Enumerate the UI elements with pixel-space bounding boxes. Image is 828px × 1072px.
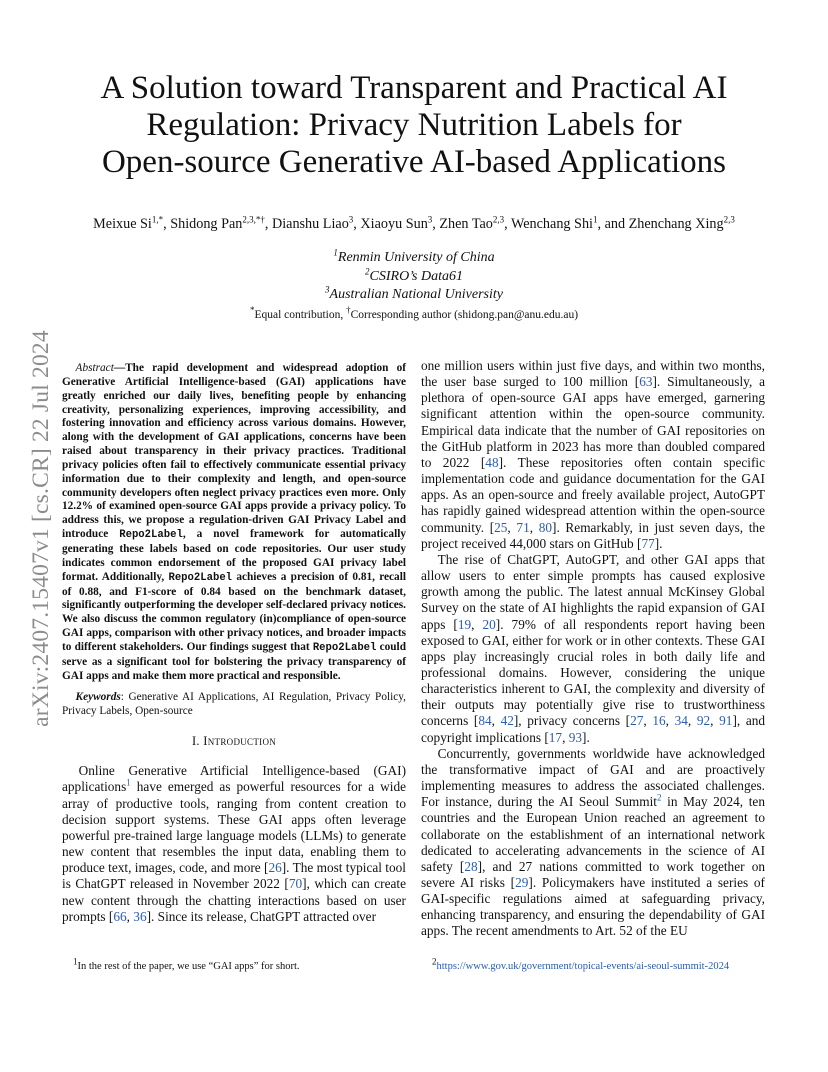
footnote-text: In the rest of the paper, we use “GAI apps” for short.: [77, 961, 300, 972]
affiliation-mark: 3: [325, 284, 330, 295]
author-name: Xiaoyu Sun: [360, 216, 428, 232]
author-name: Zhen Tao: [439, 216, 493, 232]
citation-link[interactable]: 71: [516, 519, 530, 535]
affiliation: [140, 286, 688, 305]
title-line: Open-source Generative AI-based Applications: [101, 144, 727, 180]
arxiv-identifier: arXiv:2407.15407v1 [cs.CR] 22 Jul 2024: [27, 329, 54, 727]
tool-name: Repo2Label: [312, 641, 377, 654]
affiliation-name: CSIRO’s Data61: [369, 268, 463, 284]
author-affiliation-mark: 2,3: [492, 214, 505, 225]
author-name: Meixue Si: [93, 216, 152, 232]
footnote-link[interactable]: 1: [126, 777, 131, 788]
title-line: Regulation: Privacy Nutrition Labels for: [146, 107, 682, 143]
author-affiliation-mark: 2,3: [723, 214, 735, 225]
citation-link[interactable]: 34: [674, 713, 688, 729]
citation-link[interactable]: 28: [464, 858, 478, 874]
footnote: [432, 956, 730, 972]
affiliation-name: Renmin University of China: [337, 250, 495, 265]
intro-paragraph: one million users within just five days, and within two months, the user base surged to 100 million [63]. Simultaneously, a plethora of open-source GAI apps have emerged, garnering significant attention within the open-source community. Empirical data indicate that the number of GAI repositories on the GitHub platform in 2023 has more than doubled compared to 2022 [48]. These repositories often contain specific implementation code and guidance documentation for the GAI apps. As an open-source and freely available project, AutoGPT has rapidly gained widespread attention within the open-source community. [25, 71, 80]. Remarkably, in just seven days, the project received 44,000 stars on GitHub [77].: [421, 358, 765, 551]
affiliation-mark: 1: [333, 247, 338, 258]
intro-paragraph: Online Generative Artificial Intelligence-based (GAI) applications$^1$ have emerged as powerful resources for a wide array of productive tools, ranging from content creation to decision support systems. These GAI apps often leverage powerful pre-trained large language models (LLMs) to generate new content that resembles the input data, enabling them to produce text, images, code, and more [26]. The most typical tool is ChatGPT released in November 2022 [70], which can create new content through the chatting interactions based on user prompts [66, 36]. Since its release, ChatGPT attracted over: [62, 763, 406, 924]
right-column: [421, 358, 765, 940]
footnote-url-link[interactable]: https://www.gov.uk/government/topical-events/ai-seoul-summit-2024: [436, 961, 730, 972]
arxiv-identifier-stamp: [22, 296, 60, 760]
citation-link[interactable]: 19: [457, 616, 472, 632]
citation-link[interactable]: 93: [568, 729, 583, 745]
citation-link[interactable]: 36: [133, 908, 147, 924]
citation-link[interactable]: 77: [641, 535, 655, 551]
affiliation: [140, 265, 688, 287]
section-title: Introduction: [203, 734, 277, 749]
citation-link[interactable]: 70: [288, 876, 303, 892]
footnote-number: 2: [432, 956, 437, 967]
author-affiliation-mark: 2,3,*†: [242, 214, 265, 225]
footnote: [73, 956, 300, 972]
keywords-label: Keywords: [75, 691, 121, 704]
citation-link[interactable]: 17: [548, 729, 563, 745]
footnote-link[interactable]: 2: [656, 792, 662, 803]
citation-link[interactable]: 84: [478, 713, 492, 729]
citation-link[interactable]: 25: [494, 519, 508, 535]
author-name: Shidong Pan: [170, 216, 243, 232]
citation-link[interactable]: 29: [515, 875, 529, 890]
citation-link[interactable]: 16: [652, 713, 666, 729]
equal-contribution-mark: *: [249, 304, 255, 315]
contribution-note: *Equal contribution, †Corresponding author (shidong.pan@anu.edu.au): [249, 304, 579, 321]
citation-link[interactable]: 20: [482, 616, 496, 632]
author-affiliation-mark: 3: [348, 214, 354, 225]
citation-link[interactable]: 42: [500, 713, 514, 729]
author-affiliation-mark: 1: [592, 214, 598, 225]
left-column: [62, 362, 406, 925]
tool-name: Repo2Label: [119, 529, 183, 542]
intro-paragraph: Concurrently, governments worldwide have acknowledged the transformative impact of GAI and are proactively implementing measures to address the associated challenges. For instance, during the AI Seoul Summit$^2$ in May 2024, ten countries and the European Union reached an agreement to collaborate on the establishment of an international network dedicated to accelerating advancements in the science of AI safety [28], and 27 nations committed to work together on severe AI risks [29]. Policymakers have instituted a series of GAI-specific regulations aimed at safeguarding privacy, enhancing transparency, and ensuring the dependability of GAI apps. The recent amendments to Art. 52 of the EU: [421, 745, 765, 939]
affiliation-mark: 2: [365, 265, 370, 276]
section-heading-introduction: [62, 733, 406, 749]
keywords-text: Generative AI Applications, AI Regulation, Privacy Policy, Privacy Labels, Open-source: [62, 691, 406, 718]
citation-link[interactable]: 91: [719, 713, 733, 729]
affiliation-list: [140, 249, 688, 324]
intro-paragraph: The rise of ChatGPT, AutoGPT, and other GAI apps that allow users to enter simple prompts has caused explosive growth among the public. The latest annual McKinsey Global Survey on the state of AI highlights the rapid expansion of GAI apps [19, 20]. 79% of all respondents report having been exposed to GAI, either for work or in other contexts. These GAI apps play increasingly crucial roles in both daily life and professional domains. However, considering the unique characteristics inherent to GAI, the complexity and diversity of their outputs may potentially give rise to trustworthiness concerns [84, 42], privacy concerns [27, 16, 34, 92, 91], and copyright implications [17, 93].: [421, 551, 766, 745]
author-affiliation-mark: 1,*: [151, 214, 164, 225]
citation-link[interactable]: 48: [485, 454, 499, 470]
citation-link[interactable]: 63: [639, 374, 653, 390]
keywords: Keywords: Generative AI Applications, AI Regulation, Privacy Policy, Privacy Labels, Open-source: [62, 691, 406, 718]
section-number: I.: [191, 734, 200, 749]
citation-link[interactable]: 27: [630, 713, 644, 729]
title-line: A Solution toward Transparent and Practical AI: [100, 70, 728, 106]
citation-link[interactable]: 92: [696, 713, 711, 729]
citation-link[interactable]: 66: [113, 908, 127, 924]
author-list: Meixue $Si^{1,*}$, Shidong Pan$^{2,3,*\dagger}$, Dianshu Liao$^3$, Xiaoyu Sun$^3$, Zhen Tao$^{2,3}$, Wenchang Shi$^1$, and Zhenchang Xing$^{2,3}$: [93, 214, 735, 232]
affiliation: [140, 249, 688, 268]
paper-title: [60, 70, 768, 181]
author-name: Dianshu Liao: [271, 216, 349, 232]
footnote-number: 1: [73, 956, 78, 967]
author-affiliation-mark: 3: [427, 214, 433, 225]
abstract-label: Abstract: [75, 362, 114, 374]
affiliation-name: Australian National University: [329, 287, 503, 302]
citation-link[interactable]: 26: [268, 860, 282, 876]
author-name: Zhenchang Xing: [628, 216, 724, 232]
abstract: Abstract—The rapid development and widespread adoption of Generative Artificial Intelligence-based (GAI) applications have greatly enriched our daily lives, benefiting people by enhancing creativity, personalizing experiences, improving accessibility, and fostering innovation and efficiency across various domains. However, along with the development of GAI applications, concerns have been raised about transparency in their privacy practices. Traditional privacy policies often fail to effectively communicate essential privacy information due to their complexity and length, and open-source community developers often neglect privacy practices even more. Only 12.2% of examined open-source GAI apps provide a privacy policy. To address this, we propose a regulation-driven GAI Privacy Label and introduce Repo2Label, a novel framework for automatically generating these labels based on code repositories. Our user study indicates common endorsement of the proposed GAI privacy label format. Additionally, Repo2Label achieves a precision of 0.81, recall of 0.88, and F1-score of 0.84 based on the benchmark dataset, significantly outperforming the developer self-declared privacy notices. We also discuss the common regulatory (in)compliance of open-source GAI apps, comparison with other privacy notices, and broader impacts to different stakeholders. Our findings suggest that Repo2Label could serve as a significant tool for bolstering the privacy transparency of GAI apps and make them more practical and responsible.: [62, 362, 407, 682]
corresponding-author-mark: †: [346, 304, 351, 315]
tool-name: Repo2Label: [168, 571, 233, 584]
citation-link[interactable]: 80: [538, 519, 553, 535]
author-name: Wenchang Shi: [510, 216, 593, 232]
